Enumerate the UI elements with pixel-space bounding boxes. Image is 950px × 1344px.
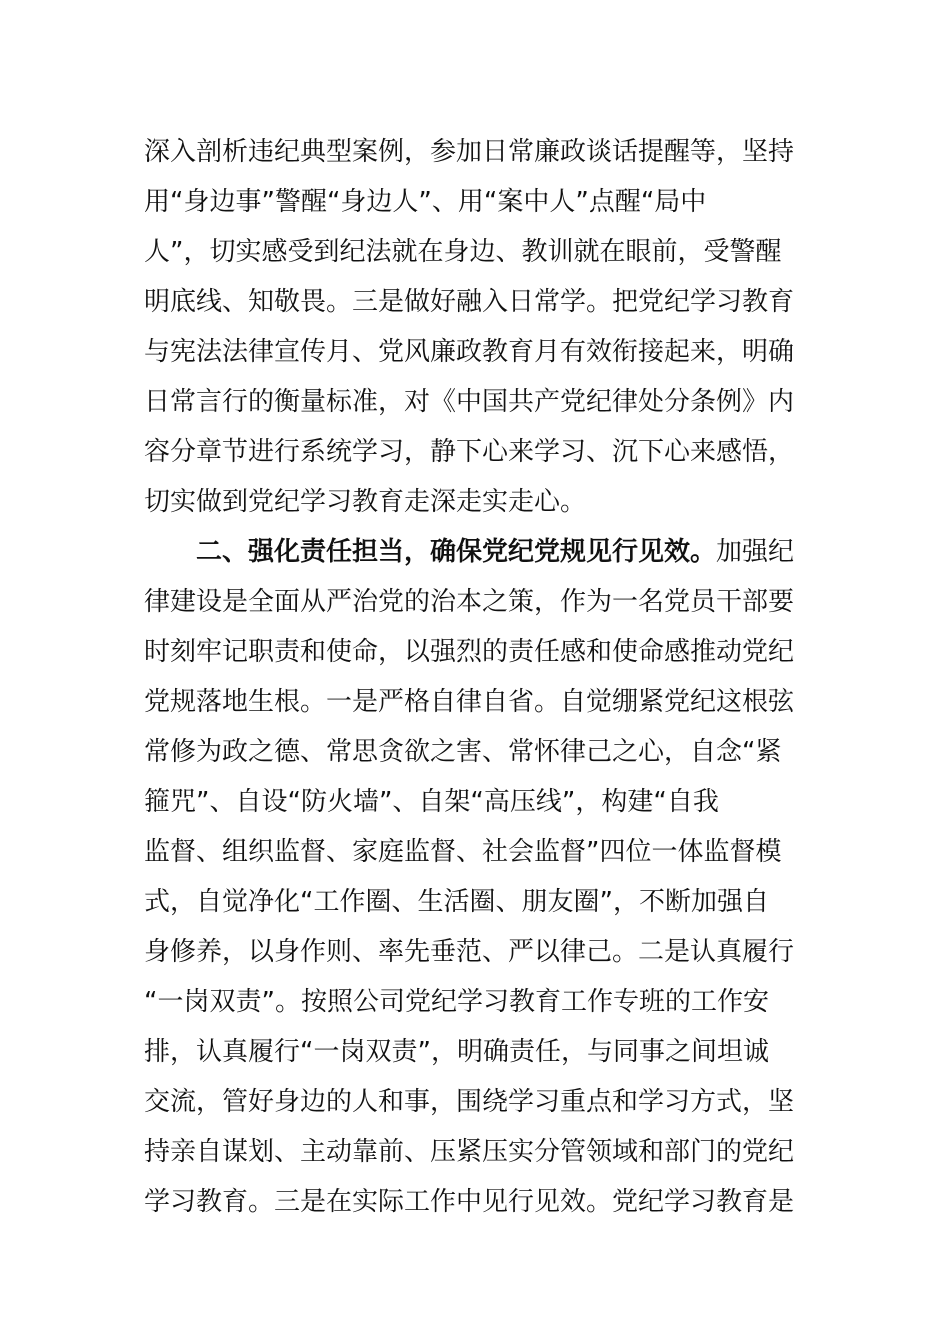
text-line: 排，认真履行“一岗双责”，明确责任，与同事之间坦诚 — [144, 1037, 769, 1067]
text-line: 式，自觉净化“工作圈、生活圈、朋友圈”，不断加强自 — [144, 887, 769, 917]
text-line: 党规落地生根。一是严格自律自省。自觉绷紧党纪这根弦 — [144, 687, 795, 717]
text-line: 容分章节进行系统学习，静下心来学习、沉下心来感悟， — [144, 437, 795, 467]
text-line: 时刻牢记职责和使命，以强烈的责任感和使命感推动党纪 — [144, 637, 795, 667]
text-line: 日常言行的衡量标准，对《中国共产党纪律处分条例》内 — [144, 387, 795, 417]
text-line: 常修为政之德、常思贪欲之害、常怀律己之心，自念“紧 — [144, 737, 782, 767]
text-line: 交流，管好身边的人和事，围绕学习重点和学习方式，坚 — [144, 1087, 795, 1117]
text-line: 律建设是全面从严治党的治本之策，作为一名党员干部要 — [144, 587, 795, 617]
paragraph-1 — [144, 127, 809, 527]
text-line: “一岗双责”。按照公司党纪学习教育工作专班的工作安 — [144, 987, 769, 1017]
text-line: 箍咒”、自设“防火墙”、自架“高压线”，构建“自我 — [144, 787, 719, 817]
text-line: 切实做到党纪学习教育走深走实走心。 — [144, 487, 587, 517]
text-line: 人”，切实感受到纪法就在身边、教训就在眼前，受警醒 — [144, 237, 782, 267]
text-line: 与宪法法律宣传月、党风廉政教育月有效衔接起来，明确 — [144, 337, 795, 367]
heading-continuation: 加强纪 — [716, 537, 795, 567]
paragraph-2 — [144, 527, 809, 1227]
text-line: 持亲自谋划、主动靠前、压紧压实分管领域和部门的党纪 — [144, 1137, 795, 1167]
paragraph-2-first-line — [144, 527, 809, 577]
text-line: 身修养，以身作则、率先垂范、严以律己。二是认真履行 — [144, 937, 795, 967]
text-line: 用“身边事”警醒“身边人”、用“案中人”点醒“局中 — [144, 187, 707, 217]
text-line: 学习教育。三是在实际工作中见行见效。党纪学习教育是 — [144, 1187, 795, 1217]
text-line: 监督、组织监督、家庭监督、社会监督”四位一体监督模 — [144, 837, 782, 867]
section-heading: 二、强化责任担当，确保党纪党规见行见效。 — [196, 537, 717, 567]
text-line: 深入剖析违纪典型案例，参加日常廉政谈话提醒等，坚持 — [144, 137, 795, 167]
text-line: 明底线、知敬畏。三是做好融入日常学。把党纪学习教育 — [144, 287, 795, 317]
